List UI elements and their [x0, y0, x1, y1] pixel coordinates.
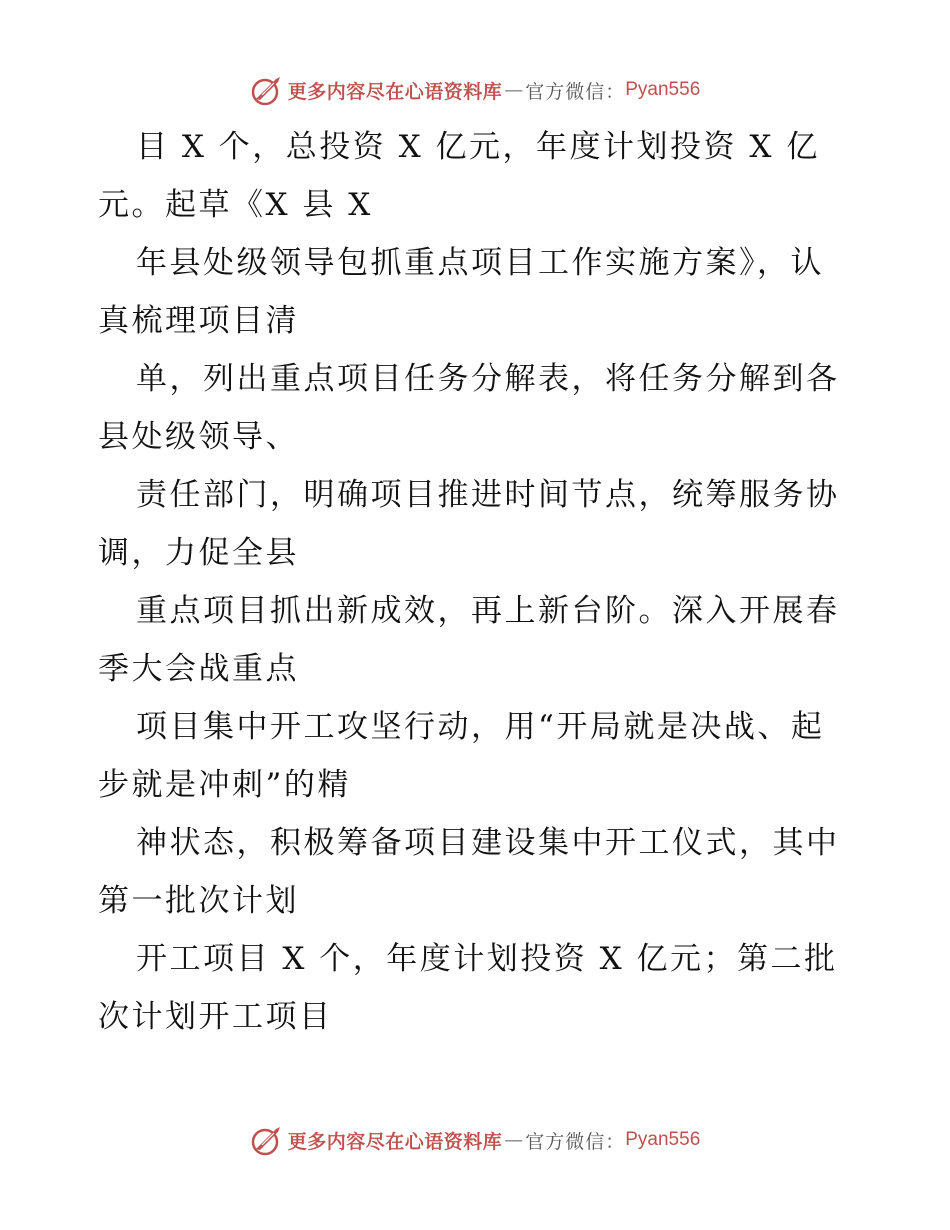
wechat-account: Pyan556 [625, 79, 701, 100]
body-line: 开工项目 X 个，年度计划投资 X 亿元；第二批 [136, 941, 838, 977]
wechat-label: 官方微信： [525, 1130, 626, 1153]
body-line: 步就是冲刺”的精 [98, 767, 351, 803]
wechat-label: 官方微信： [525, 80, 626, 103]
body-line: 重点项目抓出新成效，再上新台阶。深入开展春 [136, 593, 840, 629]
body-line: 项目集中开工攻坚行动，用“开局就是决战、起 [136, 709, 825, 745]
body-line: 真梳理项目清 [98, 303, 299, 339]
body-line: 责任部门，明确项目推进时间节点，统筹服务协 [136, 477, 840, 513]
footer-banner [0, 1122, 950, 1158]
body-line: 调，力促全县 [98, 535, 299, 571]
body-line: 单，列出重点项目任务分解表，将任务分解到各 [136, 361, 840, 397]
body-line: 第一批次计划 [98, 883, 299, 919]
body-line: 神状态，积极筹备项目建设集中开工仪式，其中 [136, 825, 840, 861]
separator-dash: — [504, 79, 524, 101]
body-line: 目 X 个，总投资 X 亿元，年度计划投资 X 亿 [136, 129, 820, 165]
promo-text: 更多内容尽在心语资料库 [287, 1130, 503, 1153]
document-body [98, 118, 858, 1046]
body-line: 元。起草《X 县 X [98, 187, 373, 223]
feather-pen-circle-icon [250, 73, 284, 107]
body-line: 县处级领导、 [98, 419, 299, 455]
wechat-account: Pyan556 [625, 1129, 701, 1150]
body-line: 次计划开工项目 [98, 999, 333, 1035]
body-line: 季大会战重点 [98, 651, 299, 687]
feather-pen-circle-icon [250, 1123, 284, 1157]
separator-dash: — [504, 1129, 524, 1151]
body-line: 年县处级领导包抓重点项目工作实施方案》，认 [136, 245, 824, 281]
promo-text: 更多内容尽在心语资料库 [287, 80, 503, 103]
header-banner [0, 72, 950, 108]
